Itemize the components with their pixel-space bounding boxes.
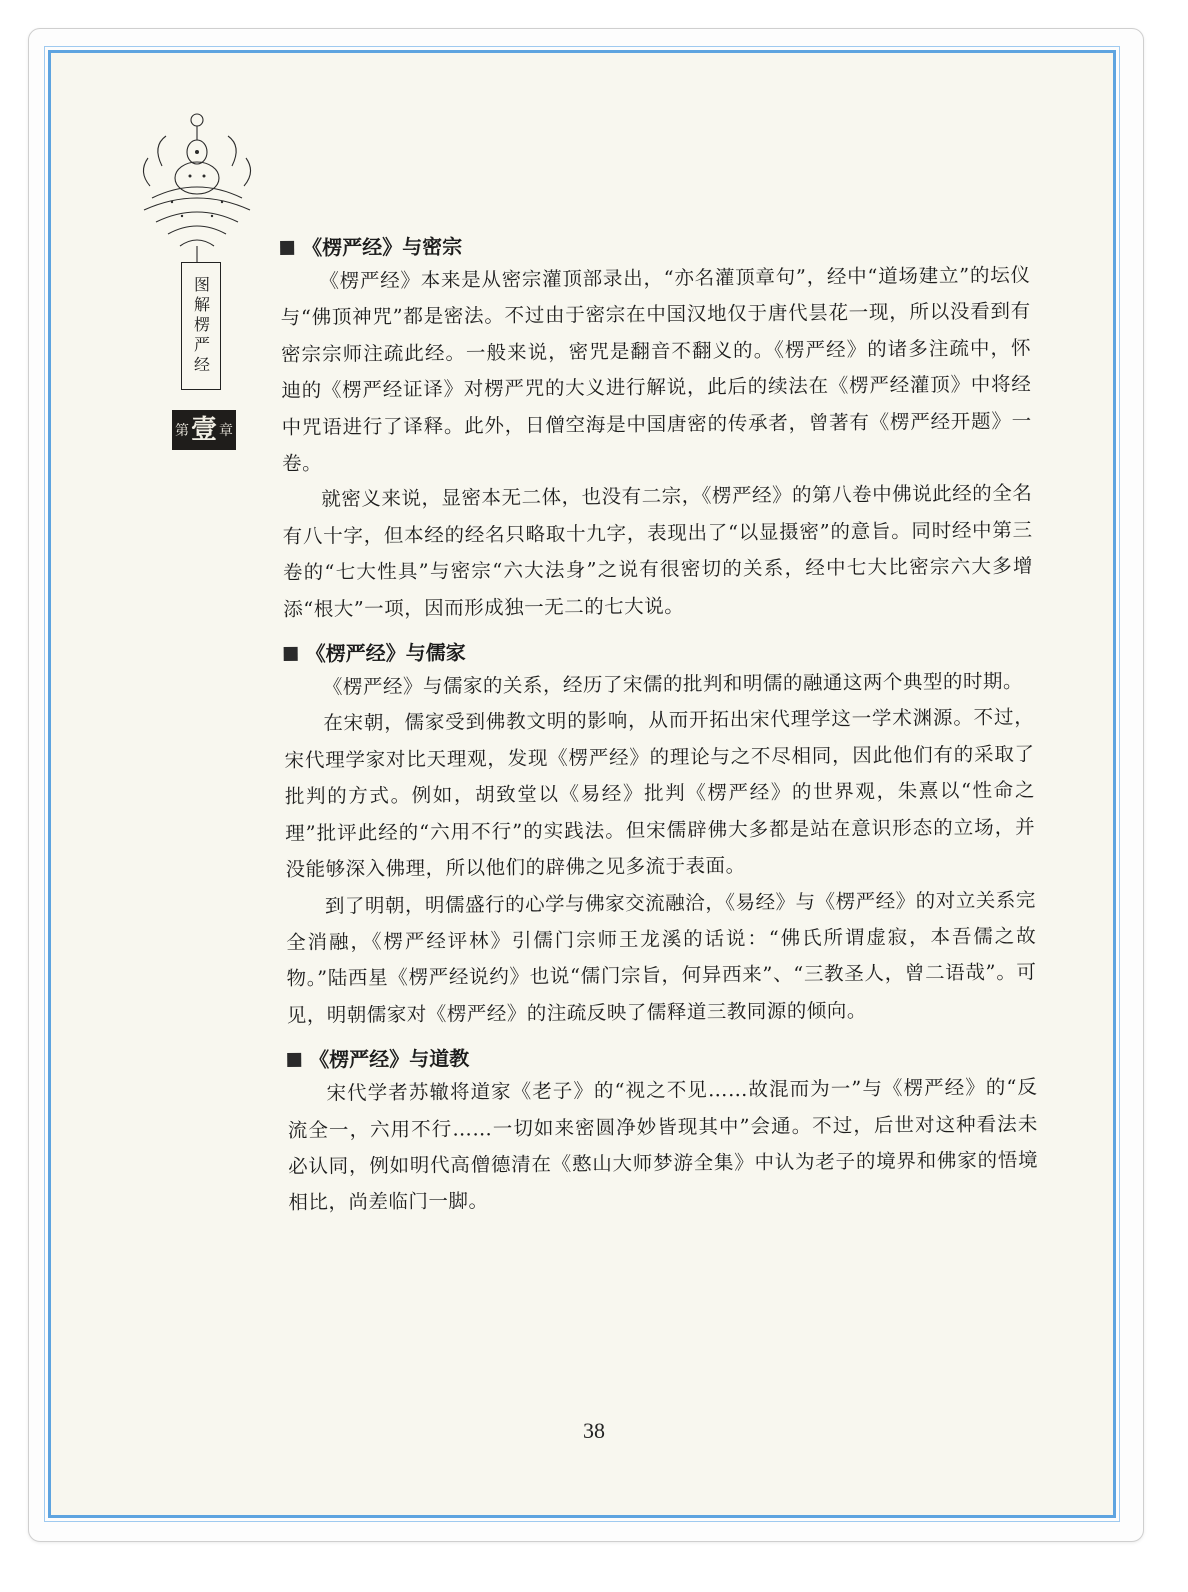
paragraph: 到了明朝，明儒盛行的心学与佛家交流融洽，《易经》与《楞严经》的对立关系完全消融，《楞严经评林》引儒门宗师王龙溪的话说：“佛氏所谓虚寂，本吾儒之故物。”陆西星《楞严经说约》也说“儒门宗旨，何异西来”、“三教圣人，曾二语哉”。可见，明朝儒家对《楞严经》的注疏反映了儒释道三教同源的倾向。 — [286, 887, 1037, 1027]
paragraph: 在宋朝，儒家受到佛教文明的影响，从而开拓出宋代理学这一学术渊源。不过，宋代理学家对比天理观，发现《楞严经》的理论与之不尽相同，因此他们有的采取了批判的方式。例如，胡致堂以《易经》批判《楞严经》的世界观，朱熹以“性命之理”批评此经的“六用不行”的实践法。但宋儒辟佛大多都是站在意识形态的立场，并没能够深入佛理，所以他们的辟佛之见多流于表面。 — [284, 705, 1036, 882]
square-bullet-icon — [287, 1053, 301, 1067]
chapter-tag — [172, 410, 236, 450]
paragraph: 《楞严经》与儒家的关系，经历了宋儒的批判和明儒的融通这两个典型的时期。 — [322, 669, 1024, 699]
buddha-lotus-ornament — [132, 106, 262, 266]
page-number: 38 — [583, 1418, 605, 1443]
section-confucian — [284, 632, 1037, 1035]
chapter-prefix: 第 — [174, 423, 189, 439]
book-title-text: 图解楞严经 — [191, 276, 211, 376]
paragraph: 《楞严经》本来是从密宗灌顶部录出，“亦名灌顶章句”，经中“道场建立”的坛仪与“佛顶神咒”都是密法。不过由于密宗在中国汉地仅于唐代昙花一现，所以没看到有密宗宗师注疏此经。一般来说，密咒是翻音不翻义的。《楞严经》的诸多注疏中，怀迪的《楞严经证译》对楞严咒的大义进行解说，此后的续法在《楞严经灌顶》中将经中咒语进行了译释。此外，日僧空海是中国唐密的传承者，曾著有《楞严经开题》一卷。 — [280, 263, 1032, 476]
section-taoist — [287, 1038, 1039, 1222]
section-esoteric — [280, 225, 1033, 628]
paragraph: 宋代学者苏辙将道家《老子》的“视之不见……故混而为一”与《楞严经》的“反流全一，六用不行……一切如来密圆净妙皆现其中”会通。不过，后世对这种看法未必认同，例如明代高僧德清在《憨山大师梦游全集》中认为老子的境界和佛家的悟境相比，尚差临门一脚。 — [287, 1075, 1039, 1215]
square-bullet-icon — [280, 241, 294, 255]
section-heading-text: 《楞严经》与儒家 — [305, 640, 466, 666]
paragraph: 就密义来说，显密本无二体，也没有二宗，《楞严经》的第八卷中佛说此经的全名有八十字，但本经的经名只略取十九字，表现出了“以显摄密”的意旨。同时经中第三卷的“七大性具”与密宗“六大法身”之说有很密切的关系，经中七大比密宗六大多增添“根大”一项，因而形成独一无二的七大说。 — [282, 481, 1034, 621]
chapter-suffix: 章 — [219, 423, 233, 439]
square-bullet-icon — [284, 647, 298, 661]
section-heading-text: 《楞严经》与密宗 — [302, 234, 463, 260]
book-title-label — [181, 262, 221, 390]
section-heading-text: 《楞严经》与道教 — [309, 1046, 470, 1072]
main-content — [280, 225, 1039, 1221]
chapter-number: 壹 — [190, 415, 217, 445]
